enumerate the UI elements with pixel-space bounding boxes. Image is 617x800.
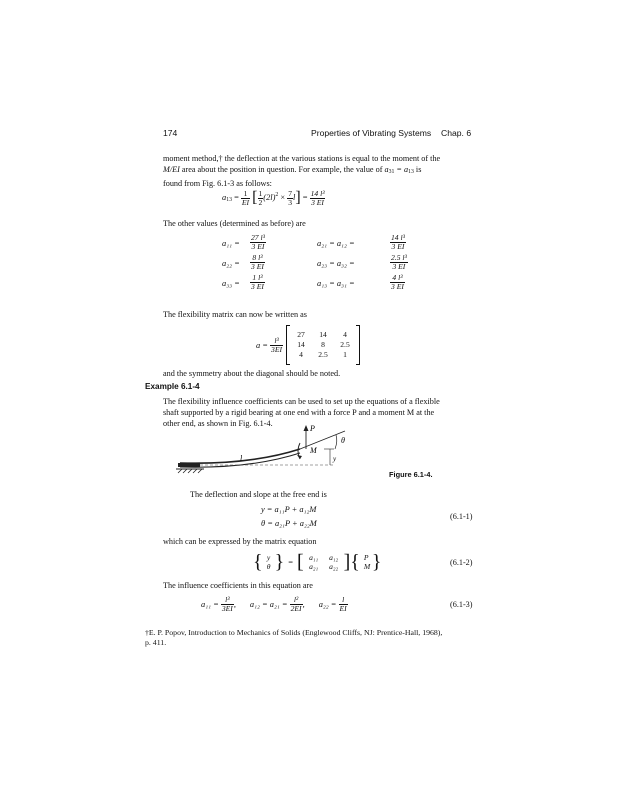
times-sign: × [280,192,286,202]
matrix-cell: 14 [297,340,305,349]
eq-612-matrix [304,553,344,571]
example-line-3: other end, as shown in Fig. 6.1-4. [163,419,273,428]
frac2-num: 7 [288,188,293,198]
eq-612 [253,550,382,574]
brace-left-1: { [253,550,263,573]
matrix-cell: 14 [319,330,327,339]
value-lhs: a₂₂ = [222,259,240,268]
matrix-cell: 2.5 [340,340,350,349]
label-P: P [310,425,315,433]
t2-den: 2EI [290,603,302,613]
bracket-right: ] [295,189,301,206]
value-num2: 2.5 l³ [391,253,407,262]
value-lhs2: a₂₃ = a₃₂ = [317,259,355,268]
bracket-left-2: [ [296,550,304,573]
value-den: 3 EI [251,242,265,251]
t3-num: l [339,596,348,605]
matrix-cell: 4 [343,330,347,339]
brace-left-3: { [350,550,360,573]
matrix-cell: a₁₁ [309,553,319,562]
eq-613-t2-frac [290,596,303,613]
frac1-den: EI [241,197,250,207]
eq-612-number: (6.1-2) [450,558,473,567]
eq-a13-lhs-sub: 13 [226,196,232,203]
value-frac2 [390,274,405,291]
force-arrowhead [304,425,309,431]
value-lhs: a₁₁ = [222,239,240,248]
flexibility-matrix-equation [256,323,360,367]
result-den: 3 EI [311,197,324,207]
matrix-cell: 8 [321,340,325,349]
matrix-cell: 27 [297,330,305,339]
value-num2: 4 l³ [390,274,405,283]
eq-a13-inner-term: (2l) [263,192,276,202]
intro-line-2-end: is [415,165,422,174]
matrix-cell: 4 [299,350,303,359]
value-frac2 [390,254,408,271]
t2-num: l² [290,596,303,605]
frac1-num: 1 [241,190,250,199]
matrix-cell: 1 [343,350,347,359]
result-num: 14 l³ [310,188,325,198]
vec-entry: y [266,553,271,562]
brace-right-3: } [371,550,382,573]
intro-line-3: found from Fig. 6.1-3 as follows: [163,179,272,188]
eq-a13-frac2-tail: l [293,192,296,202]
value-den2: 3 EI [391,282,404,291]
eq-a13-inner-sup: 2 [275,191,279,198]
eq-a13-frac1 [241,190,250,207]
bearing-hatch [176,463,204,473]
symmetry-text: and the symmetry about the diagonal should be noted. [163,369,341,378]
eq-612-vec-rhs [360,553,372,571]
matrix-intro-text: which can be expressed by the matrix equation [163,537,317,546]
vec-entry: M [363,562,371,571]
eq-613-t1-frac [221,596,234,613]
intro-line-2-text: area about the position in question. For example, the value of [181,165,383,174]
figure-6-1-4 [170,425,380,495]
frac2-den: 3 [288,197,293,207]
values-row-1 [222,234,462,254]
eq-612-vec-lhs [263,553,275,571]
label-l: l [240,454,243,463]
values-grid [222,234,462,294]
value-lhs: a₃₃ = [222,279,240,288]
eq-611-number: (6.1-1) [450,512,473,521]
intro-line-1: moment method,† the deflection at the various stations is equal to the moment of the [163,154,441,163]
comma-2: , [302,599,305,609]
page-number: 174 [163,128,178,138]
value-frac [250,274,265,291]
t1-num: l³ [221,596,234,605]
footnote [145,628,479,648]
values-row-3 [222,274,462,294]
vec-entry: P [363,553,369,562]
example-line-2: shaft supported by a rigid bearing at one end with a force P and a moment M at the [163,408,435,417]
a31-a13: a31 = a13 [384,165,414,175]
value-den: 3 EI [251,262,264,271]
eq-613 [201,594,348,614]
value-num: 27 l³ [251,233,265,242]
t3-den: EI [339,603,347,613]
eq-613-t3-lhs: a₂₂ = [318,599,337,609]
footnote-line-2: p. 411. [145,638,167,647]
eq-a13-result [310,190,326,207]
eq-613-t1-lhs: a₁₁ = [201,599,219,609]
flexibility-text: The flexibility matrix can now be written as [163,310,307,319]
flex-matrix-lhs: a = [256,340,268,350]
bracket-left: [ [252,189,258,206]
value-num: 8 l³ [250,254,265,263]
equation-a13: a13 = $\frac{1}{EI}$ [ $\frac{1}{2}$ $(2l)^2$ × $\frac{7}{3}$ l] = $\frac{\text{14 l³}}{3 EI}$ [222,188,325,207]
chapter-label: Chap. 6 [441,128,472,138]
example-line-1: The flexibility influence coefficients can be used to set up the equations of a flexible [163,397,440,406]
deflection-text: The deflection and slope at the free end is [190,490,327,499]
matrix-cell: a₂₁ [309,562,319,571]
matrix-cell: a₁₂ [329,553,339,562]
label-y: y [333,455,337,463]
eq-613-t2-lhs: a₁₂ = a₂₁ = [249,599,288,609]
mei-var: M/EI [163,165,180,174]
factor-num: l³ [270,337,283,346]
label-theta: θ [341,436,345,445]
footnote-line-1: †E. P. Popov, Introduction to Mechanics of Solids (Englewood Cliffs, NJ: Prentice-Hall, 1968), [145,628,443,637]
eq-a13-lhs: a [222,192,227,202]
label-M: M [310,446,317,455]
comma-1: , [233,599,236,609]
value-den: 3 EI [251,282,264,291]
half-den: 2 [258,197,263,207]
bracket-right-2: ] [343,550,351,573]
matrix-bracket-right [356,325,360,365]
half-num: 1 [258,188,263,198]
value-lhs2: a₁₃ = a₃₁ = [317,279,355,288]
vec-entry: θ [266,562,271,571]
t1-den: 3EI [221,603,233,613]
eq-611-line2: θ = a₂₁P + a₂₂M [261,519,317,528]
value-den2: 3 EI [392,262,406,271]
value-frac [250,254,265,271]
running-title: Properties of Vibrating Systems [311,128,432,138]
influence-text: The influence coefficients in this equation are [163,581,313,590]
value-frac [250,234,266,251]
intro-line-2 [163,164,479,178]
value-num2: 14 l³ [391,233,405,242]
example-label: Example 6.1-4 [145,382,200,391]
value-frac2 [390,234,406,251]
values-row-2 [222,254,462,274]
other-values-text: The other values (determined as before) are [163,219,306,228]
theta-arc [335,435,337,449]
equals-sign: = [288,557,293,567]
eq-613-t3-frac [339,596,348,613]
brace-right-1: } [274,550,285,573]
matrix-cell: 2.5 [318,350,328,359]
eq-611-line1: y = a₁₁P + a₁₂M [261,505,317,514]
slope-line [300,431,345,449]
intro-paragraph [163,153,479,189]
flex-matrix-body [290,330,356,360]
figure-caption: Figure 6.1-4. [389,470,433,479]
value-num: 1 l³ [250,274,265,283]
matrix-cell: a₂₂ [329,562,339,571]
value-den2: 3 EI [391,242,405,251]
value-lhs2: a₂₁ = a₁₂ = [317,239,355,248]
eq-613-number: (6.1-3) [450,600,473,609]
factor-den: 3EI [271,344,282,354]
flex-matrix-factor [270,337,283,354]
